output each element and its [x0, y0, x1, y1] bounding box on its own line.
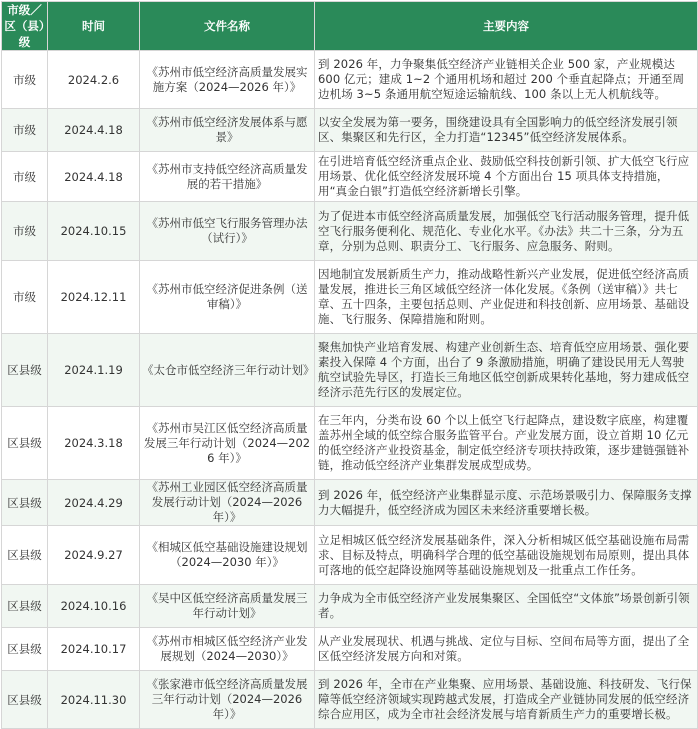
table-row: [2, 407, 698, 480]
header-name: 文件名称: [140, 2, 315, 51]
cell-date: 2024.10.15: [48, 202, 140, 261]
cell-name: 《相城区低空基础设施建设规划（2024—2030 年）》: [140, 526, 315, 585]
cell-date: 2024.2.6: [48, 51, 140, 109]
cell-name: 《吴中区低空经济高质量发展三年行动计划》: [140, 585, 315, 628]
cell-name: 《苏州市低空经济高质量发展实施方案（2024—2026 年）》: [140, 51, 315, 109]
table-row: [2, 628, 698, 671]
cell-date: 2024.11.30: [48, 671, 140, 729]
cell-content: 到 2026 年，全市在产业集聚、应用场景、基础设施、科技研发、飞行保障等低空经济领域实现跨越式发展，打造成全产业链协同发展的低空经济综合应用区，成为全市社会经济发展与培育新质生产力的重要增长极。: [315, 671, 698, 729]
cell-name: 《苏州市低空经济发展体系与愿景》: [140, 109, 315, 152]
cell-name: 《苏州市低空经济促进条例（送审稿）》: [140, 261, 315, 334]
cell-content: 聚焦加快产业培育发展、构建产业创新生态、培育低空应用场景、强化要素投入保障 4 个方面，出台了 9 条激励措施，明确了建设民用无人驾驶航空试验先导区，打造长三角地区低空创新成果转化基地，努力建成低空经济示范先行区的发展定位。: [315, 334, 698, 407]
cell-content: 从产业发展现状、机遇与挑战、定位与目标、空间布局等方面，提出了全区低空经济发展方向和对策。: [315, 628, 698, 671]
cell-name: 《苏州市相城区低空经济产业发展规划（2024—2030）》: [140, 628, 315, 671]
cell-level: 区县级: [2, 526, 48, 585]
cell-date: 2024.4.18: [48, 152, 140, 202]
cell-date: 2024.9.27: [48, 526, 140, 585]
cell-name: 《苏州市支持低空经济高质量发展的若干措施》: [140, 152, 315, 202]
cell-content: 在三年内，分类布设 60 个以上低空飞行起降点，建设数字底座，构建覆盖苏州全域的低空综合服务监管平台。产业发展方面，设立首期 10 亿元的低空经济产业投资基金，制定低空经济专项扶持政策，逐步建链强链补链，推动低空经济产业集群发展成型成势。: [315, 407, 698, 480]
cell-content: 力争成为全市低空经济产业发展集聚区、全国低空“文体旅”场景创新引领者。: [315, 585, 698, 628]
header-content: 主要内容: [315, 2, 698, 51]
cell-name: 《苏州市吴江区低空经济高质量发展三年行动计划（2024—2026 年）》: [140, 407, 315, 480]
policy-table: [1, 1, 698, 729]
cell-date: 2024.12.11: [48, 261, 140, 334]
cell-content: 因地制宜发展新质生产力，推动战略性新兴产业发展，促进低空经济高质量发展，推进长三角区域低空经济一体化发展。《条例（送审稿）》共七章、五十四条，主要包括总则、产业促进和科技创新、应用场景、基础设施、飞行服务、保障措施和附则。: [315, 261, 698, 334]
cell-content: 到 2026 年，低空经济产业集群显示度、示范场景吸引力、保障服务支撑力大幅提升，低空经济成为园区未来经济重要增长极。: [315, 480, 698, 526]
table-row: [2, 526, 698, 585]
cell-date: 2024.10.16: [48, 585, 140, 628]
policy-table-container: [1, 1, 697, 729]
cell-date: 2024.4.18: [48, 109, 140, 152]
table-row: [2, 480, 698, 526]
cell-name: 《张家港市低空经济高质量发展三年行动计划（2024—2026 年）》: [140, 671, 315, 729]
cell-name: 《苏州工业园区低空经济高质量发展行动计划（2024—2026 年）》: [140, 480, 315, 526]
cell-content: 在引进培育低空经济重点企业、鼓励低空科技创新引领、扩大低空飞行应用场景、优化低空经济发展环境 4 个方面出台 15 项具体支持措施，用“真金白银”打造低空经济新增长引擎。: [315, 152, 698, 202]
table-row: [2, 585, 698, 628]
cell-level: 市级: [2, 261, 48, 334]
cell-level: 市级: [2, 202, 48, 261]
cell-level: 区县级: [2, 585, 48, 628]
cell-name: 《太仓市低空经济三年行动计划》: [140, 334, 315, 407]
cell-content: 以安全发展为第一要务，围绕建设具有全国影响力的低空经济发展引领区、集聚区和先行区，全力打造“12345”低空经济发展体系。: [315, 109, 698, 152]
table-row: [2, 152, 698, 202]
cell-level: 区县级: [2, 480, 48, 526]
cell-date: 2024.10.17: [48, 628, 140, 671]
cell-date: 2024.1.19: [48, 334, 140, 407]
table-row: [2, 202, 698, 261]
cell-level: 市级: [2, 109, 48, 152]
cell-date: 2024.3.18: [48, 407, 140, 480]
table-row: [2, 334, 698, 407]
table-header-row: [2, 2, 698, 51]
cell-level: 市级: [2, 152, 48, 202]
table-row: [2, 51, 698, 109]
cell-content: 到 2026 年，力争聚集低空经济产业链相关企业 500 家，产业规模达 600 亿元；建成 1~2 个通用机场和超过 200 个垂直起降点；开通至周边机场 3~5 条通用航空短途运输航线、100 条以上无人机航线等。: [315, 51, 698, 109]
table-row: [2, 671, 698, 729]
table-row: [2, 261, 698, 334]
cell-name: 《苏州市低空飞行服务管理办法（试行）》: [140, 202, 315, 261]
cell-content: 为了促进本市低空经济高质量发展，加强低空飞行活动服务管理，提升低空飞行服务便利化、规范化、专业化水平。《办法》共二十三条，分为五章，分别为总则、职责分工、飞行服务、应急服务、附则。: [315, 202, 698, 261]
header-level: 市级／区（县）级: [2, 2, 48, 51]
cell-content: 立足相城区低空经济发展基础条件，深入分析相城区低空基础设施布局需求、目标及特点，明确科学合理的低空基础设施规划布局原则，提出具体可落地的低空起降设施网等基础设施规划及一批重点工作任务。: [315, 526, 698, 585]
cell-level: 市级: [2, 51, 48, 109]
cell-level: 区县级: [2, 628, 48, 671]
cell-level: 区县级: [2, 334, 48, 407]
header-date: 时间: [48, 2, 140, 51]
cell-date: 2024.4.29: [48, 480, 140, 526]
table-row: [2, 109, 698, 152]
cell-level: 区县级: [2, 671, 48, 729]
cell-level: 区县级: [2, 407, 48, 480]
